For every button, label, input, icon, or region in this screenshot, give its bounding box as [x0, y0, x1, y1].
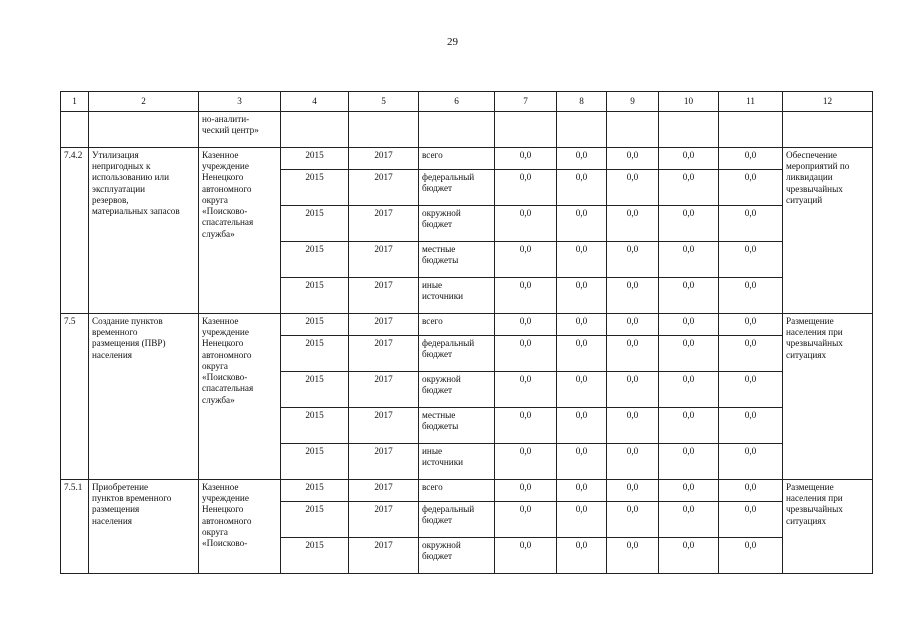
amount-cell-11: 0,0: [719, 444, 783, 480]
end-year-cell: 2017: [349, 502, 419, 538]
table-row: [61, 148, 873, 170]
amount-cell-9: 0,0: [607, 242, 659, 278]
start-year-cell: 2015: [281, 372, 349, 408]
executor-cell: Казенное учреждение Ненецкого автономного округа «Поисково-: [199, 480, 281, 574]
financing-table: [60, 91, 873, 574]
amount-cell-8: 0,0: [557, 242, 607, 278]
start-year-cell: 2015: [281, 148, 349, 170]
amount-cell-7: 0,0: [495, 538, 557, 574]
start-year-cell: 2015: [281, 336, 349, 372]
table-row: [61, 314, 873, 336]
funding-source-cell: федеральный бюджет: [419, 170, 495, 206]
start-year-cell: 2015: [281, 206, 349, 242]
end-year-cell: 2017: [349, 480, 419, 502]
table-row: [61, 480, 873, 502]
funding-source-cell: федеральный бюджет: [419, 502, 495, 538]
column-header: 12: [783, 92, 873, 112]
amount-cell-8: 0,0: [557, 314, 607, 336]
column-header: 8: [557, 92, 607, 112]
amount-cell-7: 0,0: [495, 314, 557, 336]
amount-cell-11: 0,0: [719, 314, 783, 336]
column-header: 6: [419, 92, 495, 112]
amount-cell-11: 0,0: [719, 372, 783, 408]
empty-cell: [495, 112, 557, 148]
executor-cell: Казенное учреждение Ненецкого автономного округа «Поисково- спасательная служба»: [199, 314, 281, 480]
amount-cell-9: 0,0: [607, 148, 659, 170]
amount-cell-8: 0,0: [557, 502, 607, 538]
column-header: 10: [659, 92, 719, 112]
amount-cell-10: 0,0: [659, 206, 719, 242]
amount-cell-7: 0,0: [495, 170, 557, 206]
amount-cell-7: 0,0: [495, 408, 557, 444]
end-year-cell: 2017: [349, 372, 419, 408]
funding-source-cell: окружной бюджет: [419, 372, 495, 408]
column-header: 2: [89, 92, 199, 112]
amount-cell-11: 0,0: [719, 278, 783, 314]
amount-cell-8: 0,0: [557, 206, 607, 242]
amount-cell-9: 0,0: [607, 336, 659, 372]
expected-result-cell: Размещение населения при чрезвычайных ситуациях: [783, 314, 873, 480]
end-year-cell: 2017: [349, 242, 419, 278]
end-year-cell: 2017: [349, 444, 419, 480]
end-year-cell: 2017: [349, 278, 419, 314]
end-year-cell: 2017: [349, 336, 419, 372]
amount-cell-10: 0,0: [659, 314, 719, 336]
start-year-cell: 2015: [281, 408, 349, 444]
column-header: 5: [349, 92, 419, 112]
amount-cell-9: 0,0: [607, 278, 659, 314]
funding-source-cell: местные бюджеты: [419, 408, 495, 444]
funding-source-cell: иные источники: [419, 444, 495, 480]
expected-result-cell: Размещение населения при чрезвычайных ситуациях: [783, 480, 873, 574]
item-number-cell: 7.4.2: [61, 148, 89, 314]
amount-cell-11: 0,0: [719, 148, 783, 170]
amount-cell-9: 0,0: [607, 170, 659, 206]
end-year-cell: 2017: [349, 538, 419, 574]
amount-cell-7: 0,0: [495, 148, 557, 170]
amount-cell-8: 0,0: [557, 170, 607, 206]
amount-cell-7: 0,0: [495, 336, 557, 372]
funding-source-cell: всего: [419, 480, 495, 502]
amount-cell-8: 0,0: [557, 336, 607, 372]
amount-cell-11: 0,0: [719, 538, 783, 574]
expected-result-cell: Обеспечение мероприятий по ликвидации чрезвычайных ситуаций: [783, 148, 873, 314]
column-header: 1: [61, 92, 89, 112]
funding-source-cell: всего: [419, 148, 495, 170]
amount-cell-10: 0,0: [659, 278, 719, 314]
start-year-cell: 2015: [281, 278, 349, 314]
amount-cell-8: 0,0: [557, 480, 607, 502]
amount-cell-9: 0,0: [607, 372, 659, 408]
amount-cell-8: 0,0: [557, 444, 607, 480]
amount-cell-8: 0,0: [557, 408, 607, 444]
continuation-row: [61, 112, 873, 148]
empty-cell: [607, 112, 659, 148]
funding-source-cell: окружной бюджет: [419, 538, 495, 574]
amount-cell-11: 0,0: [719, 242, 783, 278]
amount-cell-9: 0,0: [607, 314, 659, 336]
end-year-cell: 2017: [349, 148, 419, 170]
empty-cell: [419, 112, 495, 148]
amount-cell-7: 0,0: [495, 206, 557, 242]
amount-cell-10: 0,0: [659, 502, 719, 538]
amount-cell-11: 0,0: [719, 336, 783, 372]
amount-cell-10: 0,0: [659, 372, 719, 408]
amount-cell-10: 0,0: [659, 538, 719, 574]
item-number-cell: 7.5: [61, 314, 89, 480]
executor-cell: Казенное учреждение Ненецкого автономного округа «Поисково- спасательная служба»: [199, 148, 281, 314]
amount-cell-7: 0,0: [495, 278, 557, 314]
amount-cell-10: 0,0: [659, 480, 719, 502]
funding-source-cell: местные бюджеты: [419, 242, 495, 278]
column-header: 4: [281, 92, 349, 112]
column-header: 11: [719, 92, 783, 112]
empty-cell: [783, 112, 873, 148]
executor-cell: но-аналити- ческий центр»: [199, 112, 281, 148]
amount-cell-9: 0,0: [607, 538, 659, 574]
empty-cell: [557, 112, 607, 148]
item-number-cell: 7.5.1: [61, 480, 89, 574]
activity-name-cell: [89, 112, 199, 148]
column-header: 7: [495, 92, 557, 112]
end-year-cell: 2017: [349, 206, 419, 242]
amount-cell-10: 0,0: [659, 242, 719, 278]
empty-cell: [281, 112, 349, 148]
amount-cell-11: 0,0: [719, 480, 783, 502]
amount-cell-10: 0,0: [659, 408, 719, 444]
start-year-cell: 2015: [281, 242, 349, 278]
amount-cell-9: 0,0: [607, 206, 659, 242]
empty-cell: [349, 112, 419, 148]
end-year-cell: 2017: [349, 314, 419, 336]
amount-cell-10: 0,0: [659, 444, 719, 480]
item-number-cell: [61, 112, 89, 148]
start-year-cell: 2015: [281, 314, 349, 336]
start-year-cell: 2015: [281, 444, 349, 480]
empty-cell: [659, 112, 719, 148]
amount-cell-11: 0,0: [719, 170, 783, 206]
amount-cell-8: 0,0: [557, 148, 607, 170]
table-body: [61, 112, 873, 574]
amount-cell-7: 0,0: [495, 480, 557, 502]
start-year-cell: 2015: [281, 502, 349, 538]
activity-name-cell: Приобретение пунктов временного размещения населения: [89, 480, 199, 574]
funding-source-cell: иные источники: [419, 278, 495, 314]
amount-cell-9: 0,0: [607, 444, 659, 480]
amount-cell-11: 0,0: [719, 206, 783, 242]
start-year-cell: 2015: [281, 480, 349, 502]
amount-cell-7: 0,0: [495, 372, 557, 408]
amount-cell-9: 0,0: [607, 480, 659, 502]
activity-name-cell: Создание пунктов временного размещения (ПВР) населения: [89, 314, 199, 480]
column-header: 3: [199, 92, 281, 112]
funding-source-cell: окружной бюджет: [419, 206, 495, 242]
funding-source-cell: всего: [419, 314, 495, 336]
amount-cell-11: 0,0: [719, 408, 783, 444]
amount-cell-9: 0,0: [607, 408, 659, 444]
start-year-cell: 2015: [281, 170, 349, 206]
amount-cell-8: 0,0: [557, 278, 607, 314]
amount-cell-10: 0,0: [659, 336, 719, 372]
amount-cell-7: 0,0: [495, 242, 557, 278]
start-year-cell: 2015: [281, 538, 349, 574]
amount-cell-7: 0,0: [495, 444, 557, 480]
empty-cell: [719, 112, 783, 148]
amount-cell-7: 0,0: [495, 502, 557, 538]
column-header: 9: [607, 92, 659, 112]
end-year-cell: 2017: [349, 408, 419, 444]
header-row: [61, 92, 873, 112]
page-number: 29: [447, 36, 458, 48]
end-year-cell: 2017: [349, 170, 419, 206]
amount-cell-11: 0,0: [719, 502, 783, 538]
amount-cell-8: 0,0: [557, 372, 607, 408]
funding-source-cell: федеральный бюджет: [419, 336, 495, 372]
amount-cell-10: 0,0: [659, 148, 719, 170]
amount-cell-8: 0,0: [557, 538, 607, 574]
amount-cell-9: 0,0: [607, 502, 659, 538]
activity-name-cell: Утилизация непригодных к использованию или эксплуатации резервов, материальных запасов: [89, 148, 199, 314]
amount-cell-10: 0,0: [659, 170, 719, 206]
